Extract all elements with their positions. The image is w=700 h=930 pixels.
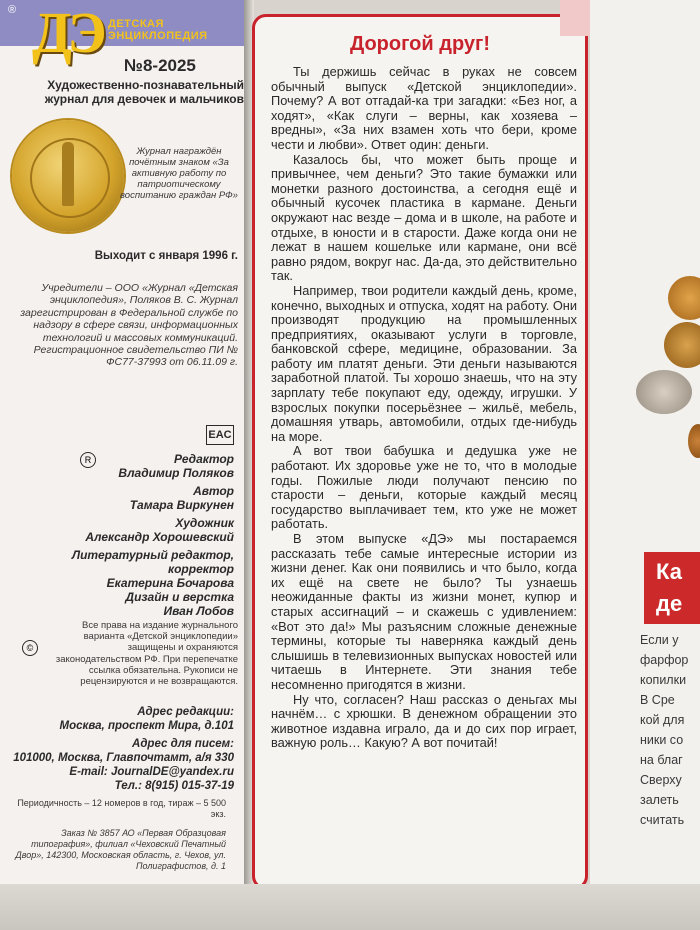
staff-lit-editor: Литературный редактор, корректор Екатерина Бочарова — [71, 548, 234, 590]
eac-mark-icon: EAC — [206, 425, 234, 445]
staff-artist: Художник Александр Хорошевский — [85, 516, 234, 544]
right-page-text: Если у фарфор копилки В Сре кой для ники со на благ Сверху залеть считать — [640, 633, 689, 827]
letter-paragraph: А вот твои бабушка и дедушка уже не работают. Их здоровье уже не то, что в молодые годы. Пожилые люди получают пенсию по старости – деньги, которые каждый месяц государство выплачивает тем, кто уже не может работать. — [271, 443, 577, 532]
staff-author: Автор Тамара Виркунен — [129, 484, 234, 512]
since-text: Выходит с января 1996 г. — [94, 250, 238, 262]
letter-body — [271, 65, 577, 751]
registered-circle-icon: R — [80, 452, 96, 468]
registered-mark: ® — [8, 4, 17, 16]
staff-design: Дизайн и верстка Иван Лобов — [125, 590, 234, 618]
letter-title: Дорогой друг! — [349, 33, 491, 55]
copyright-mark: © — [22, 640, 38, 656]
editorial-address: Адрес редакции: Москва, проспект Мира, д.101 — [59, 706, 234, 732]
imprint-column — [0, 0, 246, 930]
logo-line-2: ЭНЦИКЛОПЕДИЯ — [108, 30, 208, 42]
letters-address: Адрес для писем: 101000, Москва, Главпочтамт, а/я 330 — [13, 738, 234, 764]
magazine-subtitle: Художественно-познавательный журнал для девочек и мальчиков — [44, 78, 244, 106]
letter-paragraph: Например, твои родители каждый день, кроме, конечно, выходных и отпуска, ходят на работу. Они производят продукцию на промышленных предприятиях, оказывают услуги в торговле, банковской сфере, медицине, образовании. За работу им платят деньги. Эти деньги называются заработной платой. Ты хорошо знаешь, что на эту зарплату тебе покупают еду, одежду, игрушки. У взрослых покупки посерьёзнее – жильё, мебель, домашняя утварь, автомобили, отдых где-нибудь на море. — [271, 282, 577, 444]
phone-text: Тел.: 8(915) 015-37-19 — [114, 780, 234, 792]
table-surface — [0, 884, 700, 930]
letter-paragraph: Ты держишь сейчас в руках не совсем обычный выпуск «Детской энциклопедии». Почему? А вот отгадай-ка три загадки: «Без ног, а ходят», «Как слуги – верны, как хозяева – вредны», «За них взамен хоть что бери, кроме чести и любви». Ответ один: деньги. — [271, 64, 577, 152]
email-text: E-mail: JournalDE@yandex.ru — [69, 766, 234, 778]
award-text: Журнал награждён почётным знаком «За активную работу по патриотическому воспитанию граждан РФ» — [120, 146, 238, 201]
letter-frame — [252, 14, 588, 890]
award-medal-icon — [12, 120, 124, 232]
logo-line-1: ДЕТСКАЯ — [108, 18, 164, 30]
letter-paragraph: Казалось бы, что может быть проще и привычнее, чем деньги? Это такие бумажки или монетки разного достоинства, а сегодня ещё и обычный кусочек пластика в кармане. Деньги окружают нас везде – дома и в школе, на работе и отдыхе, в юности и в старости. Даже когда они не лежат в нашем кошельке или кармане, они всё равно рядом, вокруг нас. Да-да, это действительно так. — [271, 151, 577, 284]
letter-paragraph: В этом выпуске «ДЭ» мы постараемся рассказать тебе самые интересные истории из жизни денег. Как они появились и что было, когда их ещё на свете не было? Ты узнаешь неожиданные факты из жизни монет, купюр и старых ассигнаций – и скажешь с удивлением: «Вот это да!» Мы разъясним сложные денежные термины, которые ты наверняка каждый день слышишь в телевизионных выпусках новостей или читаешь в Интернете. Эти знания тебе несомненно пригодятся в жизни. — [271, 531, 577, 692]
issue-number: №8-2025 — [124, 56, 196, 75]
coin-icon — [636, 370, 692, 414]
logo-letters: ДЭ — [32, 0, 101, 65]
print-order-text: Заказ № 3857 АО «Первая Образцовая типография», филиал «Чеховский Печатный Двор», 142300, Московская область, г. Чехов, ул. Полиграфистов, д. 1 — [15, 828, 226, 871]
rights-text: Все права на издание журнального варианта «Детской энциклопедии» защищены и охраняются законодательством РФ. При перепечатке ссылка обязательна. Рукописи не рецензируются и не возвращаются. — [55, 620, 238, 688]
staff-editor: Редактор Владимир Поляков — [118, 452, 234, 480]
banner-text: Ка де — [656, 559, 683, 616]
periodicity-text: Периодичность – 12 номеров в год, тираж – 5 500 экз. — [17, 798, 226, 819]
letter-paragraph: Ну что, согласен? Наш рассказ о деньгах мы начнём… с хрюшки. В денежном обращении это животное издавна играло, да и до сих пор играет, важную роль… Какую? А вот почитай! — [271, 691, 577, 751]
founders-text: Учредители – ООО «Журнал «Детская энциклопедия», Поляков В. С. Журнал зарегистрирован в Федеральной службе по надзору в сфере связи, информационных технологий и массовых коммуникаций. Регистрационное свидетельство ПИ № ФС77-37993 от 06.11.09 г. — [20, 282, 238, 369]
